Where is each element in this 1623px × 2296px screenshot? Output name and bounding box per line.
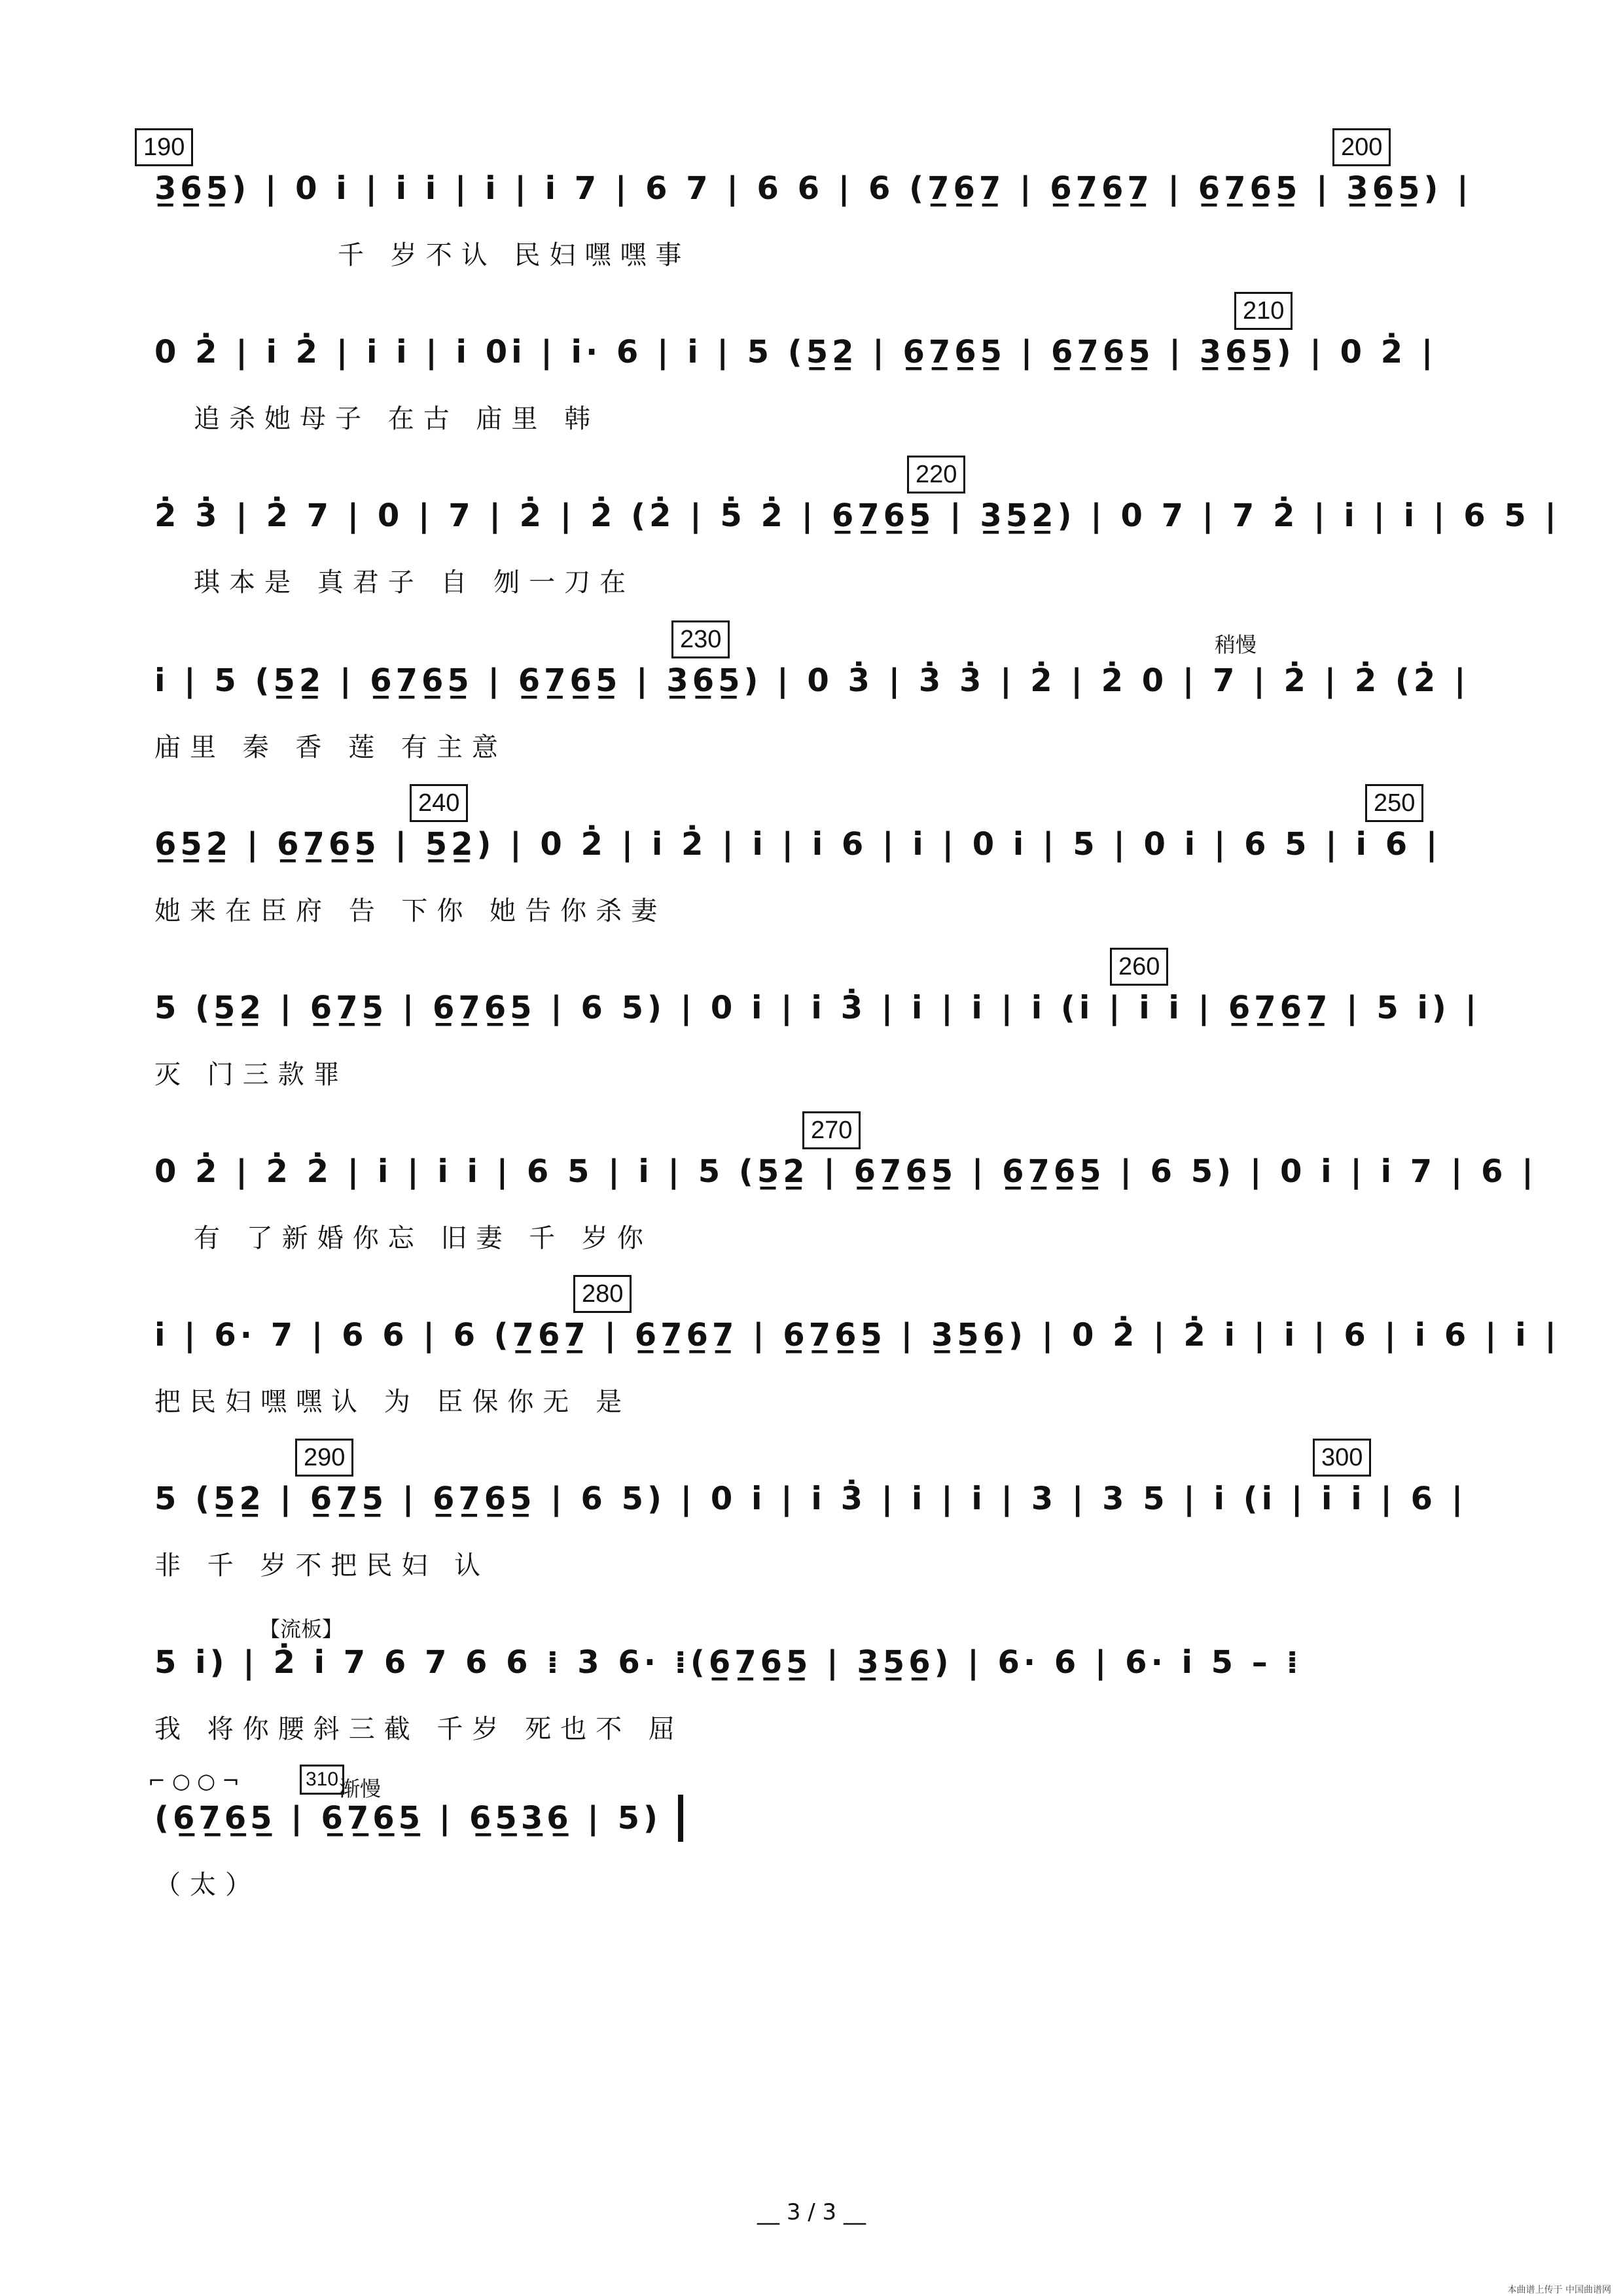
credit-text: 本曲谱上传于 中国曲谱网 <box>1507 2285 1611 2295</box>
notation-line: 2̇ 3̇ | 2̇ 7 | 0 | 7 | 2̇ | 2̇ (2̇ | 5̇ 2̇ | 6̲7̲6̲5̲ | 3̲5̲2̲) | 0 7 | 7 2̇ | i̇ | i̇ | 6 5 | <box>154 497 1560 534</box>
notation-line: 5 (5̲2̲ | 6̲7̲5̲ | 6̲7̲6̲5̲ | 6 5) | 0 i̇ | i̇ 3̇ | i̇ | i̇ | 3 | 3 5 | i̇ (i̇ | i̇ i̇ | 6 | <box>154 1480 1467 1517</box>
notation-line: i̇ | 6· 7 | 6 6 | 6 (7̲6̲7̲ | 6̲7̲6̲7̲ | 6̲7̲6̲5̲ | 3̲5̲6̲) | 0 2̇ | 2̇ i̇ | i̇ | 6 | i̇ 6 | i̇ | <box>154 1317 1560 1354</box>
measure-number: 190 <box>135 128 193 166</box>
tempo-marking: 稍慢 <box>1215 632 1257 657</box>
notation-line: 0 2̇ | i̇ 2̇ | i̇ i̇ | i̇ 0i̇ | i̇· 6 | i̇ | 5 (5̲2̲ | 6̲7̲6̲5̲ | 6̲7̲6̲5̲ | 3̲6̲5̲) | 0 2̇ | <box>154 334 1437 370</box>
lyrics-line: 她来在臣府 告 下你 她告你杀妻 <box>154 896 667 926</box>
tempo-marking: 渐慢 <box>339 1776 382 1801</box>
notation-line: 5 (5̲2̲ | 6̲7̲5̲ | 6̲7̲6̲5̲ | 6 5) | 0 i̇ | i̇ 3̇ | i̇ | i̇ | i̇ (i̇ | i̇ i̇ | 6̲7̲6̲7̲ | 5 i̇) | <box>154 990 1481 1026</box>
section-label: 【流板】 <box>259 1617 344 1641</box>
measure-number: 300 <box>1313 1439 1371 1477</box>
lyrics-line: 千 岁不认 民妇嘿嘿事 <box>338 240 691 270</box>
lyrics-line: 非 千 岁不把民妇 认 <box>154 1551 490 1581</box>
notation-line: 5 i̇) | 2̇ i̇ 7 6 7 6 6 ⁞ 3 6· ⁞(6̲7̲6̲5̲ | 3̲5̲6̲) | 6· 6 | 6· i̇ 5 – ⁞ <box>154 1644 1302 1681</box>
measure-number: 200 <box>1332 128 1391 166</box>
notation-line: 3̲6̲5̲) | 0 i̇ | i̇ i̇ | i̇ | i̇ 7 | 6 7 | 6 6 | 6 (7̲6̲7̲ | 6̲7̲6̲7̲ | 6̲7̲6̲5̲ | 3̲6̲5̲) | <box>154 170 1472 207</box>
lyrics-line: 灭 门三款罪 <box>154 1060 349 1090</box>
lyrics-line: （太） <box>154 1870 260 1900</box>
lyrics-line: 琪本是 真君子 自 刎一刀在 <box>194 567 635 598</box>
page-number: __ 3 / 3 __ <box>757 2199 866 2225</box>
lyrics-line: 庙里 秦 香 莲 有主意 <box>154 732 507 762</box>
final-barline <box>678 1795 683 1842</box>
lyrics-line: 有 了新婚你忘 旧妻 千 岁你 <box>194 1223 652 1253</box>
ornament-marks: ⌐ ○ ○ ¬ <box>148 1768 240 1793</box>
measure-number: 290 <box>295 1439 353 1477</box>
notation-line: i̇ | 5 (5̲2̲ | 6̲7̲6̲5̲ | 6̲7̲6̲5̲ | 3̲6̲5̲) | 0 3̇ | 3̇ 3̇ | 2̇ | 2̇ 0 | 7 | 2̇ | 2̇ (2̇ | <box>154 662 1470 699</box>
measure-number: 280 <box>573 1275 632 1313</box>
measure-number: 220 <box>907 456 965 493</box>
measure-number: 240 <box>410 784 468 822</box>
measure-number: 270 <box>802 1111 861 1149</box>
notation-line: 0 2̇ | 2̇ 2̇ | i̇ | i̇ i̇ | 6 5 | i̇ | 5 (5̲2̲ | 6̲7̲6̲5̲ | 6̲7̲6̲5̲ | 6 5) | 0 i̇ | i̇ 7 | 6 | <box>154 1153 1537 1190</box>
measure-number: 310 <box>300 1765 344 1795</box>
measure-number: 210 <box>1234 292 1293 330</box>
lyrics-line: 我 将你腰斜三截 千岁 死也不 屈 <box>154 1714 684 1744</box>
measure-number: 230 <box>671 620 730 658</box>
notation-line: (6̲7̲6̲5̲ | 6̲7̲6̲5̲ | 6̲5̲3̲6̲ | 5) <box>154 1800 662 1837</box>
notation-line: 6̲5̲2̲ | 6̲7̲6̲5̲ | 5̲2̲) | 0 2̇ | i̇ 2̇ | i̇ | i̇ 6 | i̇ | 0 i̇ | 5 | 0 i̇ | 6 5 | i̇ 6 | <box>154 826 1442 863</box>
lyrics-line: 把民妇嘿嘿认 为 臣保你无 是 <box>154 1387 632 1417</box>
measure-number: 260 <box>1110 948 1168 986</box>
measure-number: 250 <box>1365 784 1423 822</box>
lyrics-line: 追杀她母子 在古 庙里 韩 <box>194 404 600 434</box>
